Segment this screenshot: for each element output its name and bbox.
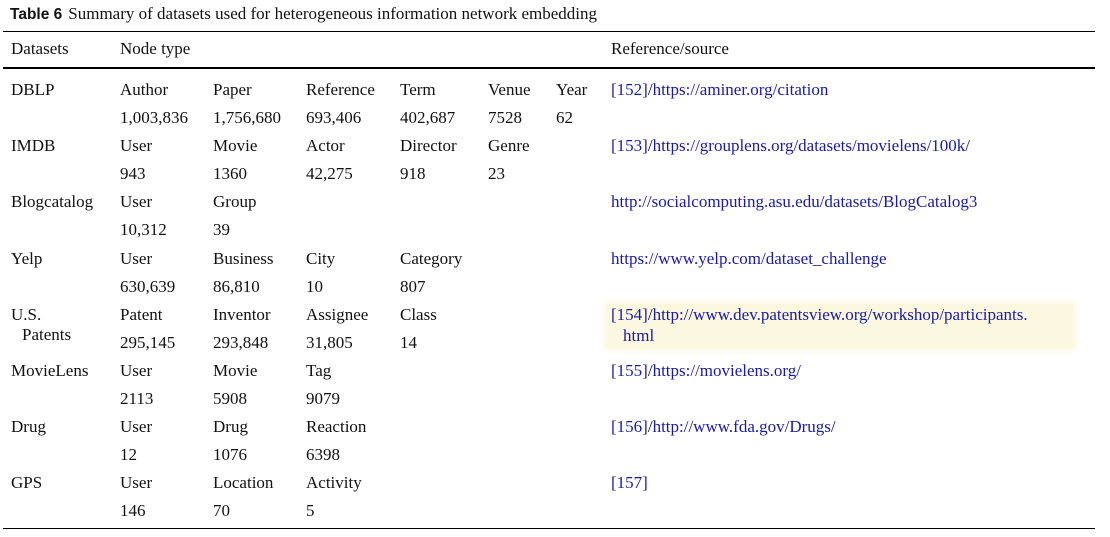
node-count: 6398: [306, 445, 340, 464]
dataset-name: Blogcatalog: [11, 192, 94, 211]
node-count: 1360: [213, 164, 247, 183]
node-type: Inventor: [213, 305, 271, 324]
node-count: 10,312: [120, 220, 167, 239]
node-type: User: [120, 473, 153, 492]
reference-source: [611, 361, 801, 381]
dataset-name: GPS: [11, 473, 43, 492]
citation-link[interactable]: [157]: [611, 473, 648, 492]
citation-link[interactable]: [154]: [611, 305, 648, 324]
reference-source: [611, 136, 970, 156]
reference-source: [611, 473, 648, 493]
node-type: Business: [213, 249, 274, 268]
reference-source: [611, 249, 887, 269]
dataset-name: U.S.: [11, 305, 42, 324]
node-type: Director: [400, 136, 457, 155]
source-url-link[interactable]: https://aminer.org/citation: [652, 80, 829, 99]
separator: /: [647, 417, 653, 436]
node-count: 14: [400, 333, 417, 352]
table-caption: [10, 4, 597, 24]
node-count: 42,275: [306, 164, 353, 183]
node-type: Year: [556, 80, 588, 99]
node-type: Assignee: [306, 305, 369, 324]
node-count: 693,406: [306, 108, 362, 127]
node-type: Reference: [306, 80, 375, 99]
reference-source: [611, 417, 836, 437]
citation-link[interactable]: [155]: [611, 361, 648, 380]
dataset-name: MovieLens: [11, 361, 89, 380]
source-url-link[interactable]: http://www.dev.patentsview.org/workshop/participants.: [652, 305, 1028, 324]
node-type: Location: [213, 473, 274, 492]
header-datasets: Datasets: [11, 39, 69, 58]
citation-link[interactable]: [153]: [611, 136, 648, 155]
reference-source: [611, 305, 1028, 325]
top-rule: [3, 31, 1095, 32]
node-count: 1,756,680: [213, 108, 281, 127]
dataset-name: IMDB: [11, 136, 56, 155]
node-type: Genre: [488, 136, 530, 155]
node-type: Class: [400, 305, 437, 324]
node-count: 62: [556, 108, 573, 127]
node-type: User: [120, 192, 153, 211]
node-count: 807: [400, 277, 426, 296]
node-count: 293,848: [213, 333, 269, 352]
node-type: Reaction: [306, 417, 367, 436]
header-rule: [3, 67, 1095, 69]
node-count: 918: [400, 164, 426, 183]
reference-source: [611, 80, 828, 100]
source-url-link[interactable]: https://movielens.org/: [652, 361, 801, 380]
separator: /: [647, 361, 653, 380]
node-type: Actor: [306, 136, 345, 155]
separator: /: [647, 136, 653, 155]
separator: /: [647, 80, 653, 99]
separator: /: [647, 305, 653, 324]
header-reference: Reference/source: [611, 39, 729, 58]
bottom-rule: [3, 528, 1095, 529]
node-count: 12: [120, 445, 137, 464]
dataset-name-cont: Patents: [22, 325, 72, 344]
dataset-name: Yelp: [11, 249, 43, 268]
node-type: Paper: [213, 80, 252, 99]
node-count: 70: [213, 501, 230, 520]
node-count: 23: [488, 164, 505, 183]
node-type: City: [306, 249, 336, 268]
citation-link[interactable]: [156]: [611, 417, 648, 436]
node-count: 1076: [213, 445, 247, 464]
node-type: Venue: [488, 80, 531, 99]
dataset-name: Drug: [11, 417, 46, 436]
node-count: 943: [120, 164, 146, 183]
node-type: User: [120, 136, 153, 155]
node-type: Movie: [213, 361, 258, 380]
node-count: 7528: [488, 108, 522, 127]
node-count: 146: [120, 501, 146, 520]
reference-source: [611, 192, 977, 212]
node-count: 9079: [306, 389, 340, 408]
source-url-link[interactable]: http://socialcomputing.asu.edu/datasets/BlogCatalog3: [611, 192, 978, 211]
node-type: Author: [120, 80, 169, 99]
node-type: User: [120, 417, 153, 436]
node-count: 86,810: [213, 277, 260, 296]
node-type: Patent: [120, 305, 163, 324]
node-type: User: [120, 361, 153, 380]
node-count: 1,003,836: [120, 108, 188, 127]
node-count: 630,639: [120, 277, 176, 296]
node-type: Term: [400, 80, 436, 99]
citation-link[interactable]: [152]: [611, 80, 648, 99]
node-type: Group: [213, 192, 257, 211]
header-node-type: Node type: [120, 39, 191, 58]
node-count: 5: [306, 501, 315, 520]
node-type: Activity: [306, 473, 362, 492]
table-number: Table 6: [10, 6, 63, 23]
node-count: 5908: [213, 389, 247, 408]
source-url-link[interactable]: https://grouplens.org/datasets/movielens/100k/: [652, 136, 971, 155]
node-type: User: [120, 249, 153, 268]
node-type: Tag: [306, 361, 332, 380]
node-count: 10: [306, 277, 323, 296]
node-type: Category: [400, 249, 463, 268]
node-count: 295,145: [120, 333, 176, 352]
node-type: Drug: [213, 417, 248, 436]
source-url-link-cont: html: [623, 326, 655, 345]
table-title: Summary of datasets used for heterogeneous information network embedding: [68, 4, 598, 23]
source-url-link[interactable]: http://www.fda.gov/Drugs/: [652, 417, 836, 436]
node-count: 402,687: [400, 108, 456, 127]
dataset-name: DBLP: [11, 80, 55, 99]
node-count: 39: [213, 220, 230, 239]
source-url-link[interactable]: https://www.yelp.com/dataset_challenge: [611, 249, 887, 268]
node-count: 2113: [120, 389, 154, 408]
node-type: Movie: [213, 136, 258, 155]
node-count: 31,805: [306, 333, 353, 352]
